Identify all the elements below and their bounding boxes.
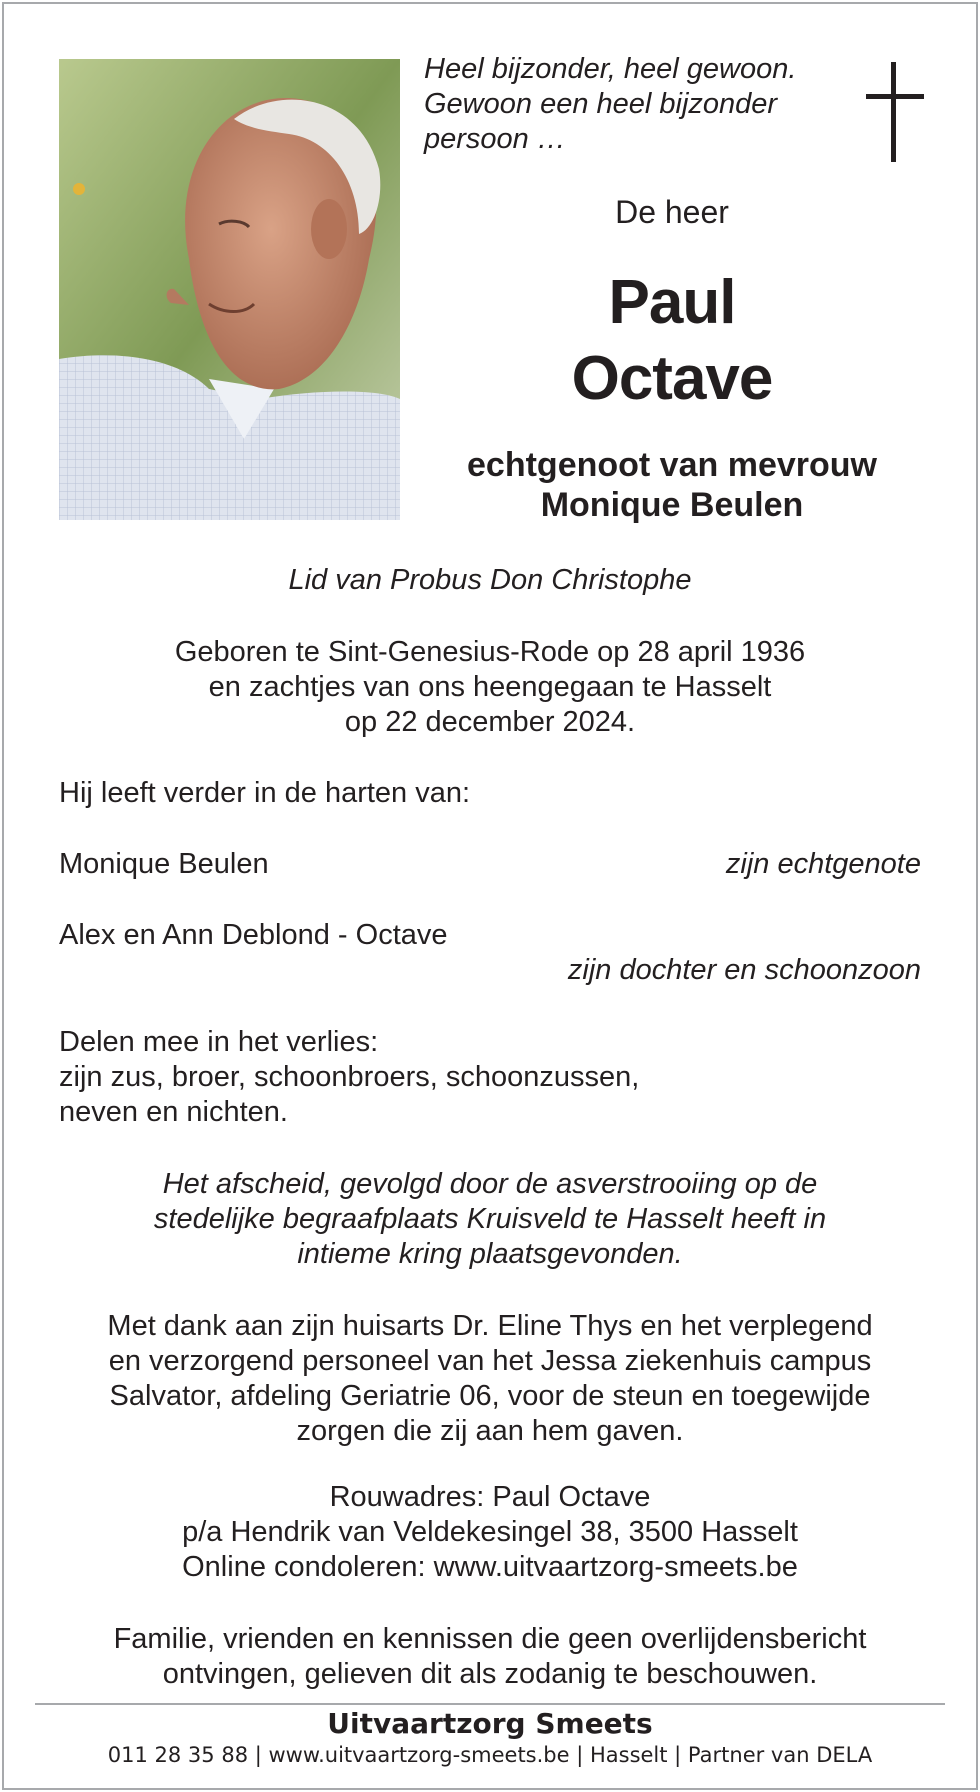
farewell-line: stedelijke begraafplaats Kruisveld te Hasselt heeft in [153, 1203, 827, 1235]
death-line: en zachtjes van ons heengegaan te Hasselt [208, 671, 772, 703]
spouse-name: Monique Beulen [540, 486, 804, 524]
portrait-photo [59, 59, 400, 520]
footer-divider [35, 1703, 945, 1705]
share-loss-line: Delen mee in het verlies: [59, 1026, 379, 1058]
first-name: Paul [608, 268, 736, 337]
birth-death-block [59, 635, 921, 740]
relative-name: Monique Beulen [59, 848, 269, 880]
thanks-line: zorgen die zij aan hem gaven. [296, 1415, 684, 1447]
condolence-line: Online condoleren: www.uitvaartzorg-smeets.be [182, 1551, 798, 1583]
birth-line: Geboren te Sint-Genesius-Rode op 28 april 1936 [174, 636, 806, 668]
membership-line: Lid van Probus Don Christophe [288, 564, 692, 596]
lives-on-heading: Hij leeft verder in de harten van: [59, 777, 471, 809]
thanks-line: en verzorgend personeel van het Jessa ziekenhuis campus [108, 1345, 872, 1377]
thanks-line: Salvator, afdeling Geriatrie 06, voor de steun en toegewijde [109, 1380, 871, 1412]
honorific-title: De heer [615, 194, 729, 230]
notice-line: ontvingen, gelieven dit als zodanig te beschouwen. [162, 1658, 818, 1690]
spouse-line [424, 445, 920, 525]
funeral-home-contact: 011 28 35 88 | www.uitvaartzorg-smeets.be | Hasselt | Partner van DELA [107, 1743, 873, 1767]
last-name: Octave [571, 344, 773, 413]
relative-relation: zijn dochter en schoonzoon [567, 954, 921, 986]
motto-line: persoon … [424, 123, 566, 155]
farewell-line: intieme kring plaatsgevonden. [297, 1238, 683, 1270]
death-date-line: op 22 december 2024. [344, 706, 636, 738]
address-block [59, 1480, 921, 1585]
motto-line: Heel bijzonder, heel gewoon. [424, 53, 797, 85]
spouse-relation: echtgenoot van mevrouw [467, 446, 877, 484]
thanks-block [59, 1309, 921, 1449]
relative-name: Alex en Ann Deblond - Octave [59, 919, 448, 951]
notice-line: Familie, vrienden en kennissen die geen overlijdensbericht [113, 1623, 867, 1655]
share-loss-line: neven en nichten. [59, 1096, 288, 1128]
farewell-line: Het afscheid, gevolgd door de asverstrooiing op de [162, 1168, 818, 1200]
address-line: p/a Hendrik van Veldekesingel 38, 3500 Hasselt [182, 1516, 798, 1548]
address-line: Rouwadres: Paul Octave [329, 1481, 651, 1513]
farewell-block [59, 1167, 921, 1272]
notice-block [59, 1622, 921, 1692]
motto-line: Gewoon een heel bijzonder [424, 88, 778, 120]
share-loss-block [59, 1025, 921, 1130]
motto-quote [424, 52, 844, 157]
relative-relation: zijn echtgenote [725, 848, 921, 880]
share-loss-line: zijn zus, broer, schoonbroers, schoonzussen, [59, 1061, 640, 1093]
cross-icon [866, 62, 924, 162]
funeral-home-name: Uitvaartzorg Smeets [327, 1707, 653, 1740]
thanks-line: Met dank aan zijn huisarts Dr. Eline Thys en het verplegend [107, 1310, 873, 1342]
deceased-name [424, 265, 920, 417]
